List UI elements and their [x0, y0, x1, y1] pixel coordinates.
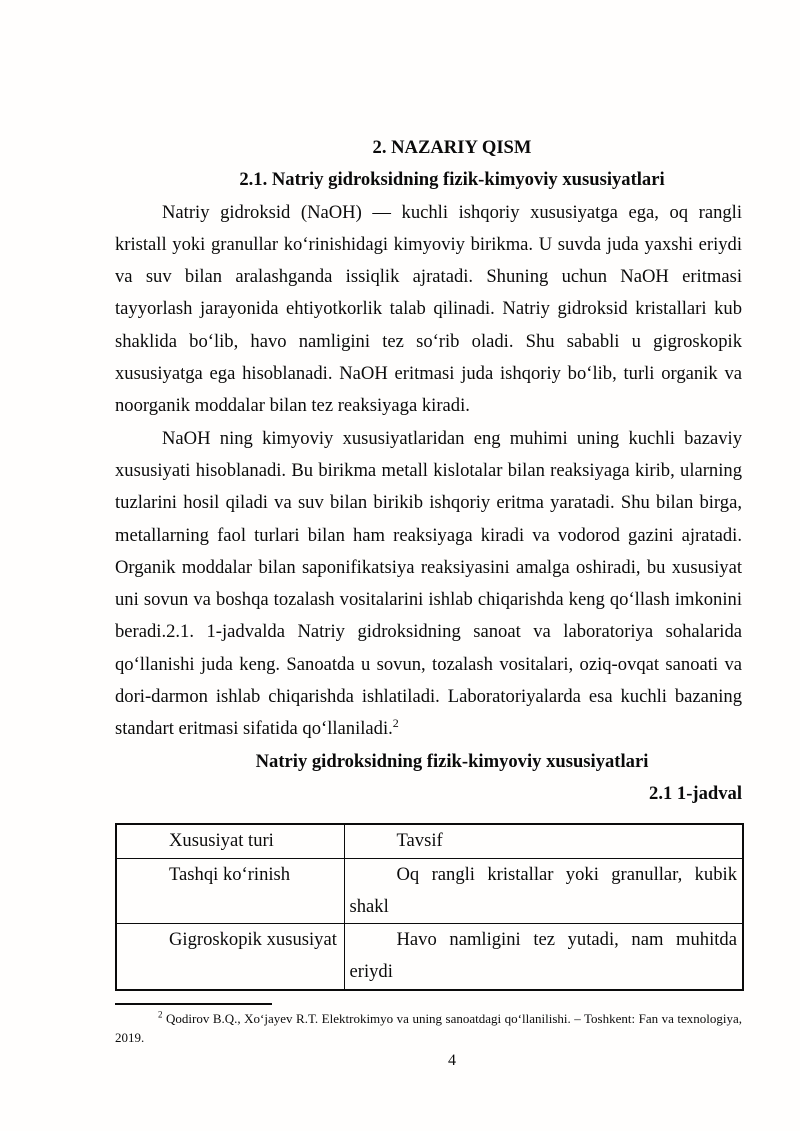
section-subtitle: 2.1. Natriy gidroksidning fizik-kimyoviy xususiyatlari	[239, 169, 665, 191]
footnote-text	[115, 1010, 742, 1047]
table-header-description: Tavsif	[344, 824, 743, 858]
table-cell-property: Gigroskopik xususiyat	[116, 924, 344, 990]
table-cell-description: Oq rangli kristallar yoki granullar, kubik shakl	[344, 858, 743, 924]
properties-table	[115, 823, 744, 990]
table-header-property-type: Xususiyat turi	[116, 824, 344, 858]
table-cell-property: Tashqi koʻrinish	[116, 858, 344, 924]
table-cell-description: Havo namligini tez yutadi, nam muhitda eriydi	[344, 924, 743, 990]
page-title: 2. NAZARIY QISM	[372, 137, 532, 158]
table-row	[116, 858, 743, 924]
table-heading: Natriy gidroksidning fizik-kimyoviy xususiyatlari	[255, 750, 649, 772]
table-row	[116, 924, 743, 990]
paragraph-2-text: NaOH ning kimyoviy xususiyatlaridan eng muhimi uning kuchli bazaviy xususiyati hisoblanadi. Bu birikma metall kislotalar bilan reaksiyaga kirib, ularning tuzlarini hosil qiladi va suv bilan birikib ishqoriy eritma yaratadi. Shu bilan birga, metallarning faol turlari bilan ham reaksiyaga kiradi va vodorod gazini ajratadi. Organik moddalar bilan saponifikatsiya reaksiyasini amalga oshiradi, bu xususiyat uni sovun va boshqa tozalash vositalarini ishlab chiqarishda keng qoʻllash imkonini beradi.2.1. 1-jadvalda Natriy gidroksidning sanoat va laboratoriya sohalarida qoʻllanishi juda keng. Sanoatda u sovun, tozalash vositalari, oziq-ovqat sanoati va dori-darmon ishlab chiqarishda ishlatiladi. Laboratoriyalarda esa kuchli bazaning standart eritmasi sifatida qoʻllaniladi.	[115, 427, 742, 740]
paragraph-1	[115, 197, 742, 423]
paragraph-1-text: Natriy gidroksid (NaOH) — kuchli ishqoriy xususiyatga ega, oq rangli kristall yoki granullar koʻrinishidagi kimyoviy birikma. U suvda juda yaxshi eriydi va suv bilan aralashganda issiqlik ajratadi. Shuning uchun NaOH eritmasi tayyorlash jarayonida ehtiyotkorlik talab qilinadi. Natriy gidroksid kristallari kub shaklida boʻlib, havo namligini tez soʻrib oladi. Shu sababli u gigroskopik xususiyatga ega hisoblanadi. NaOH eritmasi juda ishqoriy boʻlib, turli organik va noorganik moddalar bilan tez reaksiyaga kiradi.	[115, 201, 742, 417]
table-number-label: 2.1 1-jadval	[649, 782, 742, 804]
page-footer	[115, 989, 742, 1071]
footnote-reference: 2	[392, 716, 399, 731]
footnote-separator	[115, 1003, 272, 1005]
page-number: 4	[448, 1052, 456, 1069]
footnote-marker: 2	[158, 1009, 163, 1020]
table-header-row	[116, 824, 743, 858]
footnote-body: Qodirov B.Q., Xoʻjayev R.T. Elektrokimyo va uning sanoatdagi qoʻllanilishi. – Toshkent: Fan va texnologiya, 2019.	[115, 1011, 743, 1045]
paragraph-2	[115, 423, 742, 746]
